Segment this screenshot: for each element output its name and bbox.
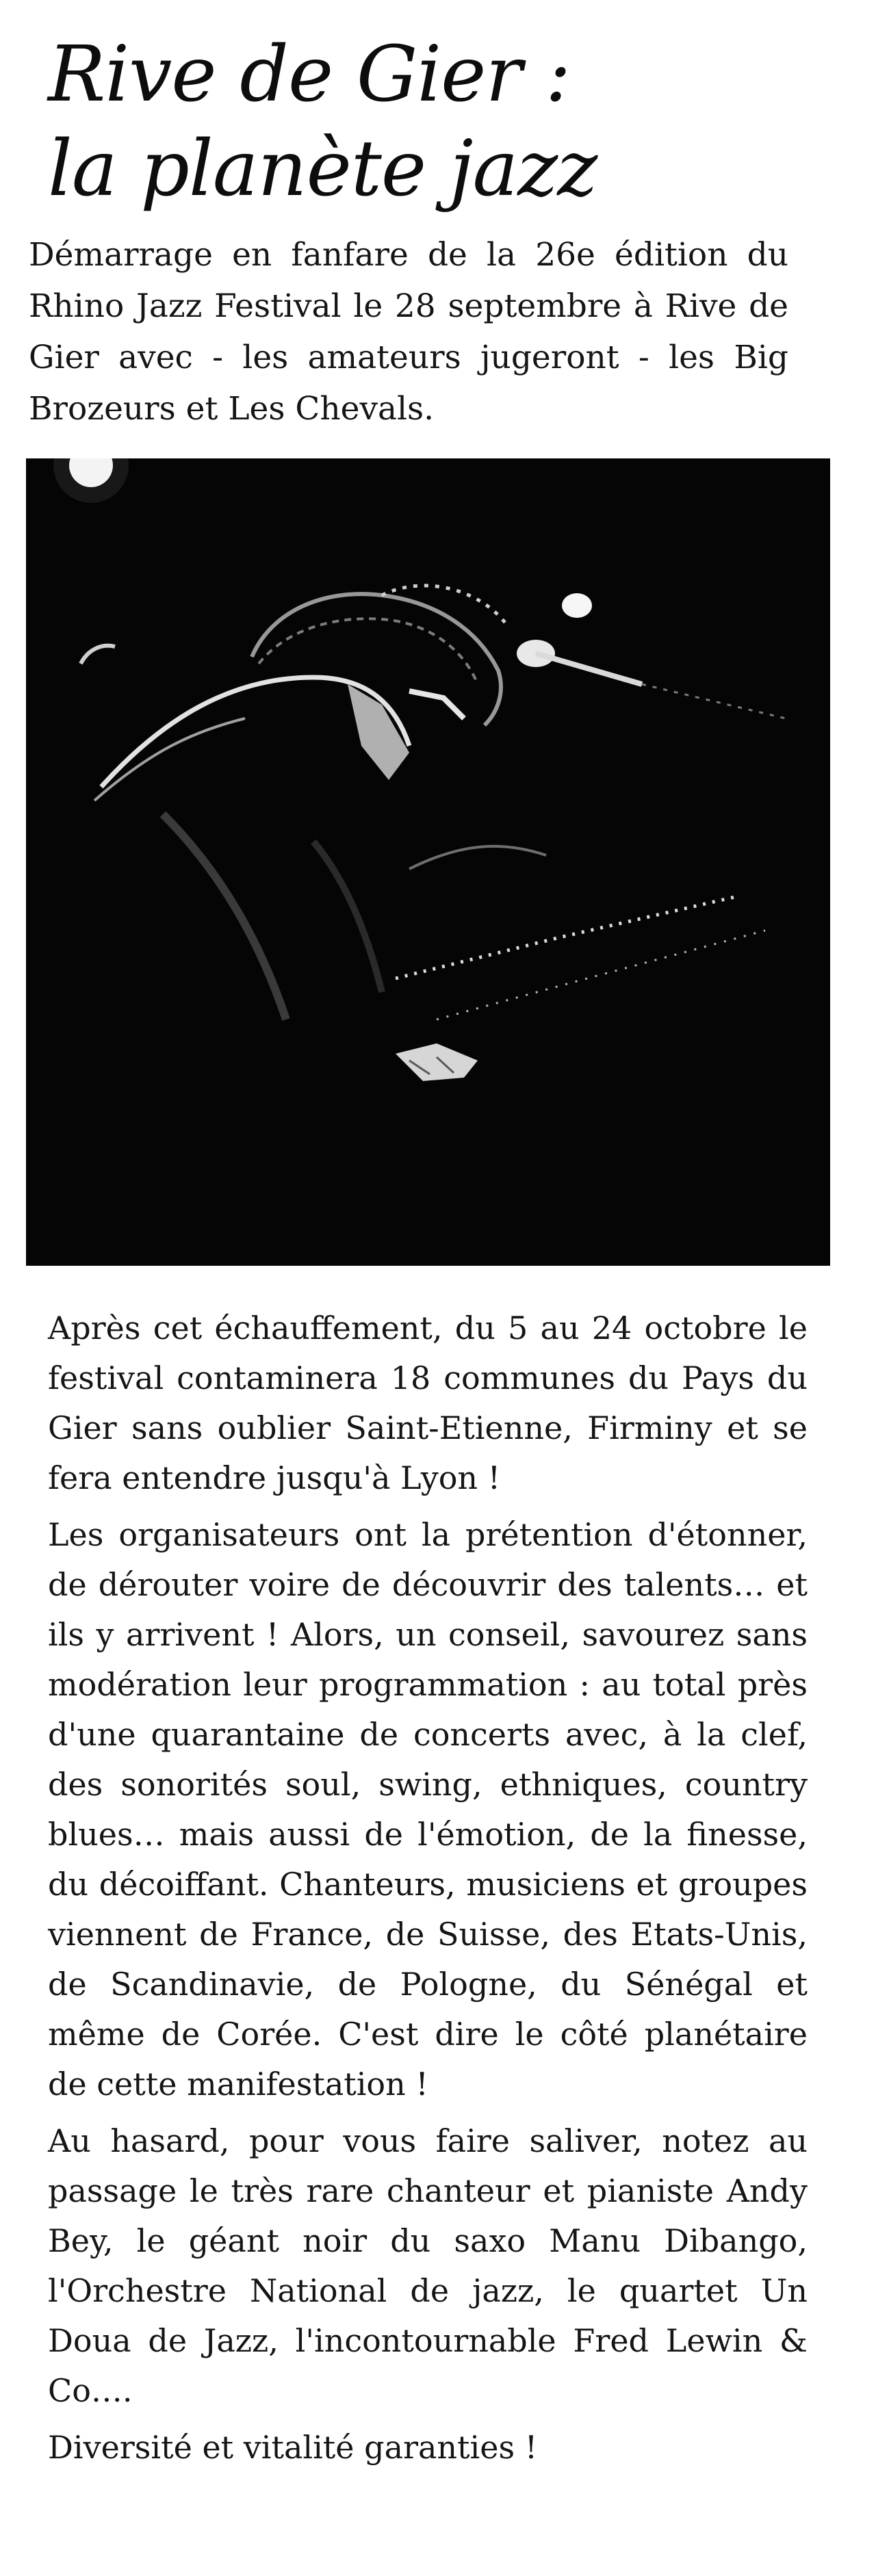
article-lede: Démarrage en fanfare de la 26e édition du Rhino Jazz Festival le 28 septembre à Rive de Gier avec - les amateurs jugeront - les Big Brozeurs et Les Chevals. <box>29 236 788 428</box>
title-line-1: Rive de Gier : <box>48 30 571 119</box>
concert-photo <box>26 458 830 1266</box>
singer-silhouette-icon <box>26 458 830 1266</box>
title-line-2: la planète jazz <box>48 125 597 213</box>
article-body <box>48 1303 808 2473</box>
body-paragraph-2: Les organisateurs ont la prétention d'étonner, de dérouter voire de découvrir des talents… et ils y arrivent ! Alors, un conseil, savourez sans modération leur programmation : au total près d'une quarantaine de concerts avec, à la clef, des sonorités soul, swing, ethniques, country blues… mais aussi de l'émotion, de la finesse, du décoiffant. Chanteurs, musiciens et groupes viennent de France, de Suisse, des Etats-Unis, de Scandinavie, de Pologne, du Sénégal et même de Corée. C'est dire le côté planétaire de cette manifestation ! <box>48 1516 808 2103</box>
article-title <box>48 27 597 216</box>
body-paragraph-1: Après cet échauffement, du 5 au 24 octobre le festival contaminera 18 communes du Pays du Gier sans oublier Saint-Etienne, Firminy et se fera entendre jusqu'à Lyon ! <box>48 1310 808 1496</box>
body-paragraph-3: Au hasard, pour vous faire saliver, notez au passage le très rare chanteur et pianiste Andy Bey, le géant noir du saxo Manu Dibango, l'Orchestre National de jazz, le quartet Un Doua de Jazz, l'incontournable Fred Lewin & Co…. <box>48 2122 808 2409</box>
closing-line: Diversité et vitalité garanties ! <box>48 2429 538 2466</box>
